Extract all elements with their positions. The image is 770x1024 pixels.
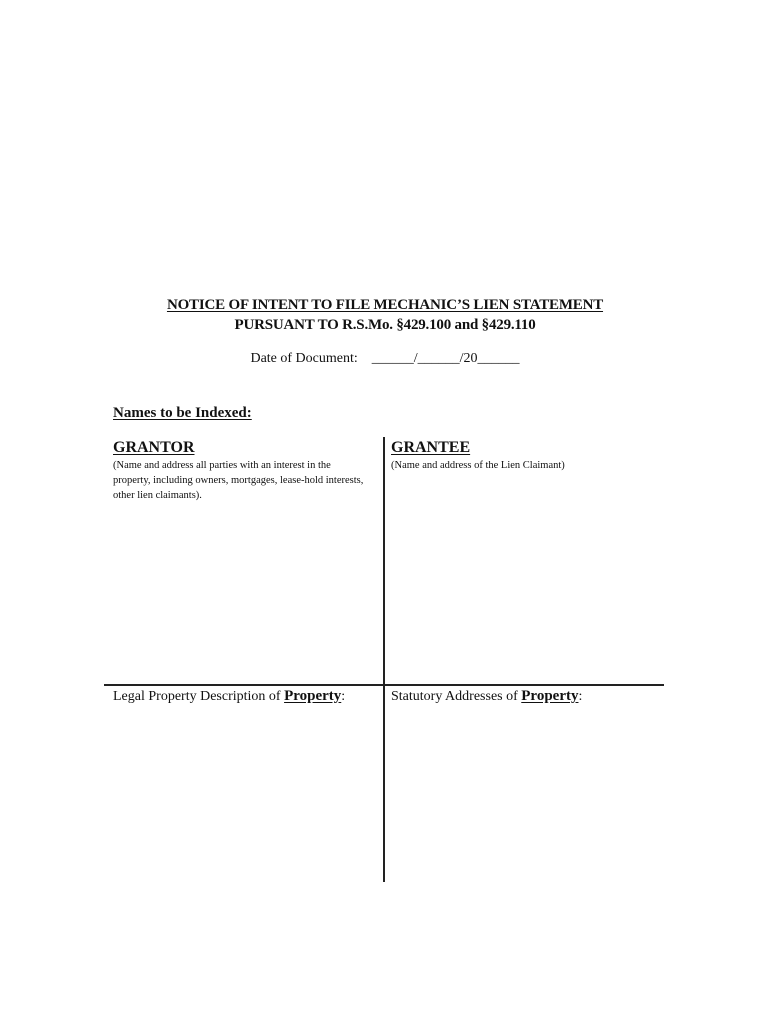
grantor-instructions: (Name and address all parties with an interest in the property, including owners, mortgages, lease-hold interests, other lien claimants). [113, 460, 364, 501]
column-divider-top [383, 437, 385, 685]
date-label: Date of Document: [250, 351, 358, 366]
grantor-heading: GRANTOR [113, 439, 195, 456]
legal-label-text: Legal Property Description of [113, 689, 285, 704]
document-subtitle: PURSUANT TO R.S.Mo. §429.100 and §429.110 [234, 317, 536, 333]
legal-label-emphasis: Property [284, 688, 342, 704]
legal-property-description-label [113, 688, 345, 705]
statutory-label-emphasis: Property [521, 688, 579, 704]
statutory-label-suffix: : [578, 689, 583, 704]
date-of-document [0, 351, 770, 367]
date-blank: ______/______/20______ [371, 351, 520, 366]
grantee-heading: GRANTEE [391, 439, 471, 456]
statutory-addresses-label [391, 688, 582, 705]
title-line-1: NOTICE OF INTENT TO FILE MECHANIC’S LIEN STATEMENT [166, 297, 604, 313]
column-divider-bottom [383, 686, 385, 882]
names-to-be-indexed-heading: Names to be Indexed: [113, 405, 252, 421]
legal-label-suffix: : [341, 689, 346, 704]
grantee-instructions: (Name and address of the Lien Claimant) [391, 460, 565, 471]
document-title [0, 297, 770, 314]
statutory-label-text: Statutory Addresses of [391, 689, 522, 704]
